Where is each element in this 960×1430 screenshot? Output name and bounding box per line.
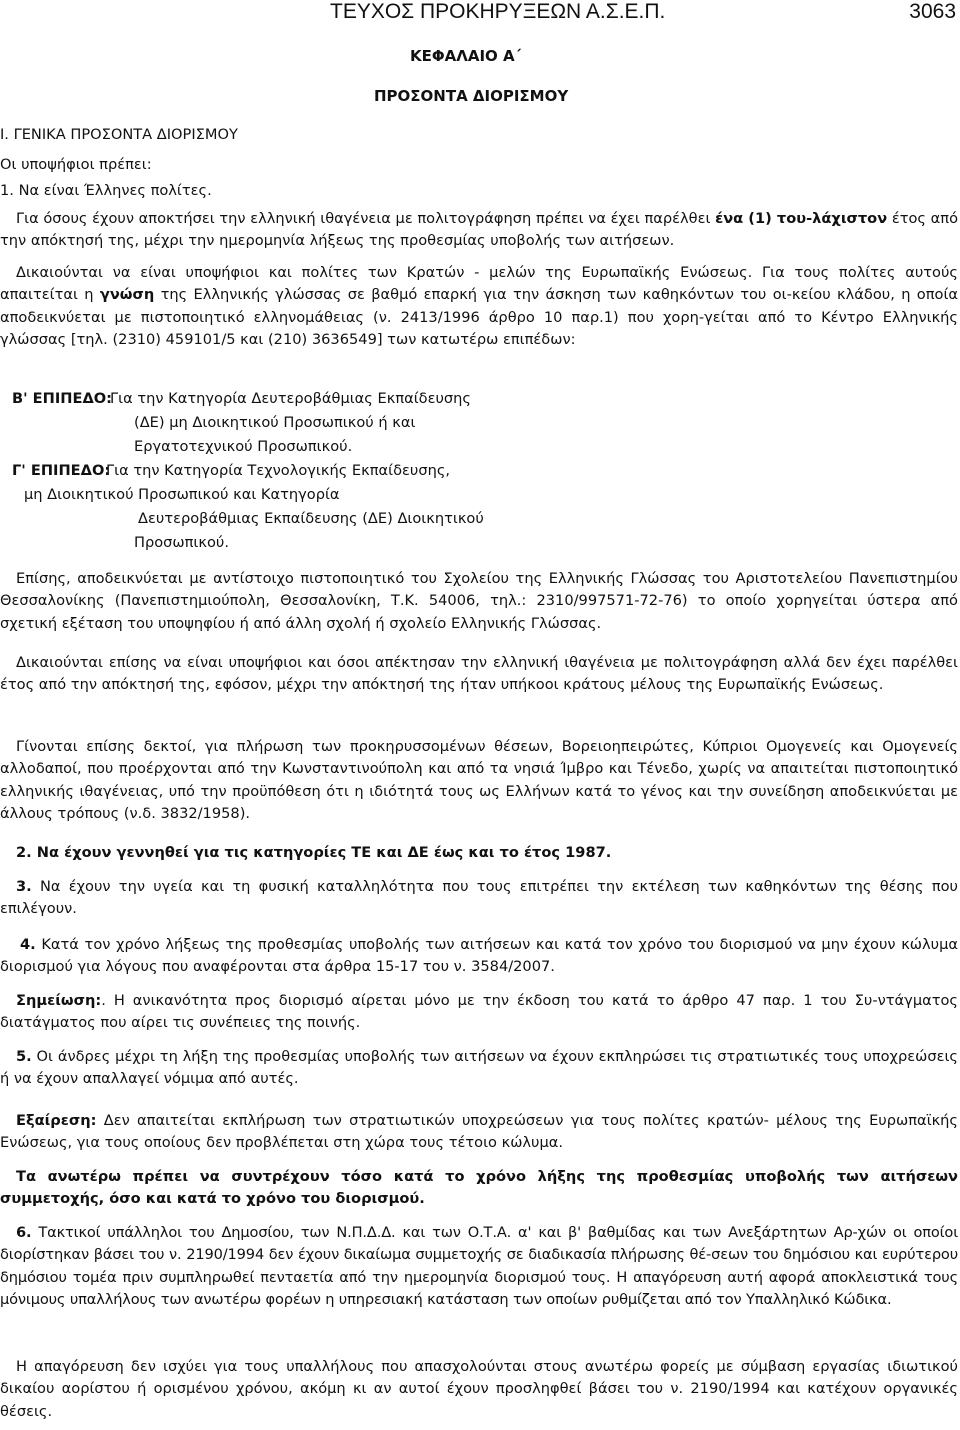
paragraph-text: Δικαιούνται να είναι υποψήφιοι και πολίτες των Κρατών - μελών της Ευρωπαϊκής Ενώσεως. Για τους πολίτες αυτούς απαιτείται η [0, 264, 958, 304]
note-text: . Η ανικανότητα προς διορισμό αίρεται μόνο με την έκδοση του κατά το άρθρο 47 παρ. 1 του Συ-ντάγματος διατάγματος που αίρει τις συνέπειες της ποινής. [0, 992, 958, 1032]
section-intro: Οι υποψήφιοι πρέπει: [0, 156, 152, 173]
section-heading: Ι. ΓΕΝΙΚΑ ΠΡΟΣΟΝΤΑ ΔΙΟΡΙΣΜΟΥ [0, 126, 238, 143]
exception-paragraph [0, 1110, 958, 1155]
paragraph-expatriates: Γίνονται επίσης δεκτοί, για πλήρωση των προκηρυσσομένων θέσεων, Βορειοηπειρώτες, Κύπριοι Ομογενείς και Ομογενείς αλλοδαποί, που προέρχονται από την Κωνσταντινούπολη και από τα νησιά Ίμβρο και Τένεδο, χωρίς να απαιτείται πιστοποιητικό ελληνικής ιθαγένειας, υπό την προϋπόθεση ότι η ιδιότητά τους ως Ελλήνων κατά το γένος και την συνείδηση αποδεικνύεται με άλλους τρόπους (ν.δ. 3832/1958). [0, 738, 958, 822]
requirement-4 [0, 934, 958, 979]
level-c-label: Γ' ΕΠΙΠΕΔΟ: [12, 462, 111, 479]
page-number: 3063 [909, 0, 956, 23]
paragraph-naturalization [0, 208, 958, 253]
requirement-text: Οι άνδρες μέχρι τη λήξη της προθεσμίας υποβολής των αιτήσεων να έχουν εκπληρώσει τις στρατιωτικές τους υποχρεώσεις ή να έχουν απαλλαγεί νόμιμα από αυτές. [0, 1048, 958, 1088]
gazette-series-title: ΤΕΥΧΟΣ ΠΡΟΚΗΡΥΞΕΩΝ Α.Σ.Ε.Π. [330, 0, 666, 23]
requirement-3 [0, 876, 958, 921]
paragraph-text: της Ελληνικής γλώσσας σε βαθμό επαρκή για την άσκηση των καθηκόντων του οι-κείου κλάδου, η οποία αποδεικνύεται με πιστοποιητικό ελληνομάθειας (ν. 2413/1996 άρθρο 10 παρ.1) που χορη-γείται από το Κέντρο Ελληνικής γλώσσας [τηλ. (2310) 459101/5 και (210) 3636549] των κατωτέρω επιπέδων: [0, 286, 959, 348]
note-paragraph [0, 990, 958, 1035]
requirement-text: Τακτικοί υπάλληλοι του Δημοσίου, των Ν.Π.Δ.Δ. και των Ο.Τ.Α. α' και β' βαθμίδας και των Ανεξάρτητων Αρ-χών οι οποίοι διορίστηκαν βάσει του ν. 2190/1994 δεν έχουν δικαίωμα συμμετοχής σε διαδικασία πλήρωσης θέ-σεων του δημόσιου και ευρύτερου δημόσιου τομέα πριν συμπληρωθεί πενταετία από την ημερομηνία διορισμού τους. Η απαγόρευση αυτή αφορά αποκλειστικά τους μόνιμους υπαλλήλους των ανωτέρω φορέων η υπηρεσιακή κατάσταση των οποίων ρυθμίζεται από τον Υπαλληλικό Κώδικα. [0, 1224, 958, 1308]
requirement-text: Κατά τον χρόνο λήξεως της προθεσμίας υποβολής των αιτήσεων και κατά τον χρόνο του διορισμού να μην έχουν κώλυμα διορισμού για λόγους που αναφέρονται στα άρθρα 15-17 του ν. 3584/2007. [0, 936, 958, 976]
level-c-line: Δευτεροβάθμιας Εκπαίδευσης (ΔΕ) Διοικητικού [138, 510, 484, 527]
requirement-text: 2. Να έχουν γεννηθεί για τις κατηγορίες ΤΕ και ΔΕ έως και το έτος 1987. [16, 844, 612, 861]
paragraph-eu-citizens [0, 262, 958, 351]
chapter-title: ΚΕΦΑΛΑΙΟ Α΄ [410, 47, 522, 65]
page-header [330, 0, 956, 24]
requirement-number: 3. [16, 878, 32, 895]
level-b-line: (ΔΕ) μη Διοικητικού Προσωπικού ή και [134, 414, 416, 431]
paragraph-aristotle-certificate: Επίσης, αποδεικνύεται με αντίστοιχο πιστοποιητικό του Σχολείου της Ελληνικής Γλώσσας του Αριστοτελείου Πανεπιστημίου Θεσσαλονίκης (Πανεπιστημιούπολη, Θεσσαλονίκη, Τ.Κ. 54006, τηλ.: 2310/997571-72-76) το οποίο χορηγείται ύστερα από σχετική εξέταση του υποψηφίου ή από άλλη σχολή ή σχολείο Ελληνικής Γλώσσας. [0, 570, 958, 632]
requirement-number: 5. [16, 1048, 32, 1065]
level-c-line: μη Διοικητικού Προσωπικού και Κατηγορία [24, 486, 340, 503]
paragraph-text: Για όσους έχουν αποκτήσει την ελληνική ιθαγένεια με πολιτογράφηση πρέπει να έχει παρέλθει [16, 210, 716, 227]
paragraph-private-law: Η απαγόρευση δεν ισχύει για τους υπαλλήλους που απασχολούνται στους ανωτέρω φορείς με σύμβαση εργασίας ιδιωτικού δικαίου αορίστου ή ορισμένου χρόνου, ακόμη κι αν αυτοί έχουν προσληφθεί βάσει του ν. 2190/1994 και κατέχουν οργανικές θέσεις. [0, 1358, 958, 1420]
requirement-2 [0, 842, 958, 864]
level-b-line: Για την Κατηγορία Δευτεροβάθμιας Εκπαίδευσης [110, 390, 471, 407]
level-b-label: Β' ΕΠΙΠΕΔΟ: [12, 390, 113, 407]
exception-label: Εξαίρεση: [16, 1112, 97, 1129]
paragraph-naturalized-eu: Δικαιούνται επίσης να είναι υποψήφιοι και όσοι απέκτησαν την ελληνική ιθαγένεια με πολιτογράφηση αλλά δεν έχει παρέλθει έτος από την απόκτησή της, εφόσον, μέχρι την απόκτησή της ήταν υπήκοοι κράτους μέλους της Ευρωπαϊκής Ενώσεως. [0, 654, 958, 694]
summary-text: Τα ανωτέρω πρέπει να συντρέχουν τόσο κατά το χρόνο λήξης της προθεσμίας υποβολής των αιτήσεων συμμετοχής, όσο και κατά το χρόνο του διορισμού. [0, 1168, 958, 1208]
level-c-line: Για την Κατηγορία Τεχνολογικής Εκπαίδευσης, [106, 462, 451, 479]
paragraph-text: έτος από την απόκτησή της, μέχρι την ημερομηνία λήξεως της προθεσμίας υποβολής των αιτήσεων. [0, 210, 959, 250]
requirement-text: Να έχουν την υγεία και τη φυσική καταλληλότητα που τους επιτρέπει την εκτέλεση των καθηκόντων της θέσης που επιλέγουν. [0, 878, 958, 918]
level-b-line: Εργατοτεχνικού Προσωπικού. [134, 438, 353, 455]
level-c-line: Προσωπικού. [134, 534, 229, 551]
emphasis-text: ένα (1) του-λάχιστον [715, 210, 888, 227]
requirement-5 [0, 1046, 958, 1091]
emphasis-text: γνώση [99, 286, 155, 304]
exception-text: Δεν απαιτείται εκπλήρωση των στρατιωτικών υποχρεώσεων για τους πολίτες κρατών- μέλους της Ευρωπαϊκής Ενώσεως, για τους οποίους δεν προβλέπεται στη χώρα τους τέτοιο κώλυμα. [0, 1112, 958, 1152]
note-label: Σημείωση: [16, 992, 102, 1009]
bold-summary-paragraph [0, 1166, 958, 1211]
chapter-subtitle: ΠΡΟΣΟΝΤΑ ΔΙΟΡΙΣΜΟΥ [374, 87, 569, 105]
requirement-number: 4. [20, 936, 36, 953]
requirement-6 [0, 1222, 958, 1311]
requirement-number: 6. [16, 1224, 32, 1241]
requirement-1: 1. Να είναι Έλληνες πολίτες. [0, 182, 212, 199]
